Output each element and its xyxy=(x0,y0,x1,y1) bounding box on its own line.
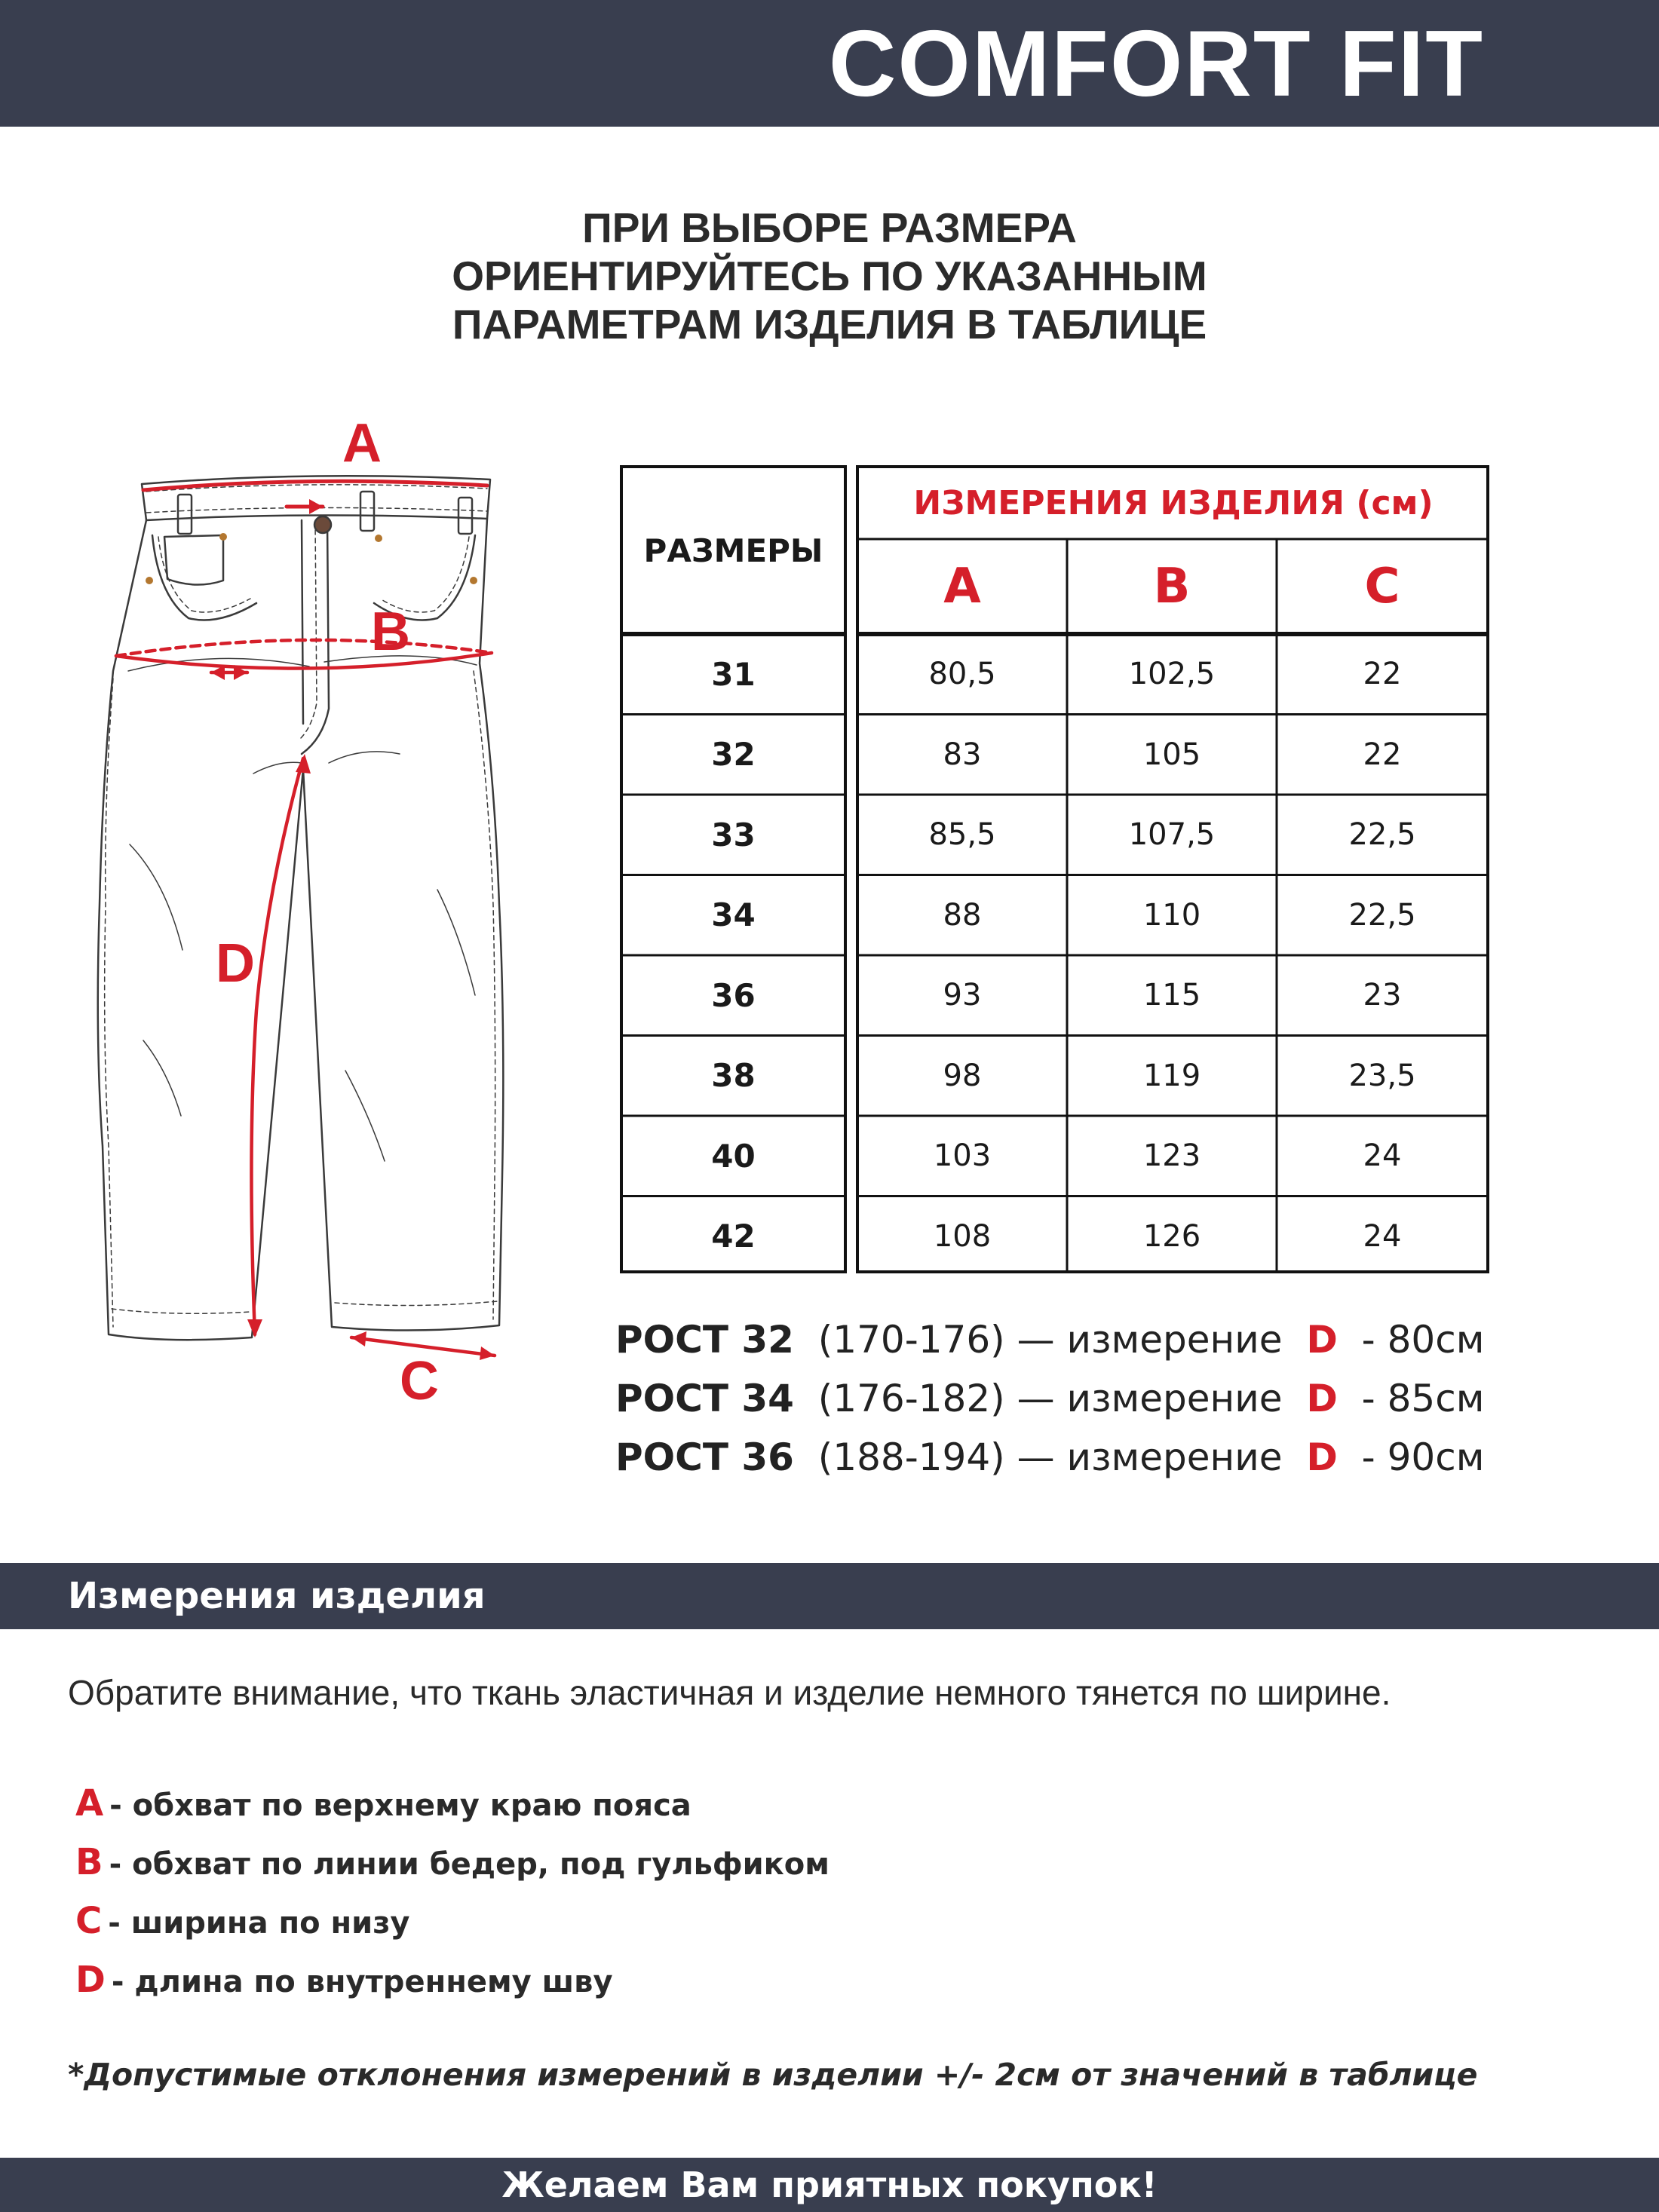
height-note xyxy=(615,1369,1596,1428)
legend-letter: B xyxy=(75,1841,103,1883)
headline xyxy=(226,204,1433,348)
height-range: (176-182) — измерение xyxy=(817,1377,1283,1420)
headline-line-3: ПАРАМЕТРАМ ИЗДЕЛИЯ В ТАБЛИЦЕ xyxy=(452,301,1207,348)
value-a-cell: 88 xyxy=(943,897,982,933)
banner-title: COMFORT FIT xyxy=(828,12,1484,116)
sizes-header: РАЗМЕРЫ xyxy=(643,532,823,569)
top-banner xyxy=(0,0,1659,127)
legend-item xyxy=(75,1774,830,1833)
size-cell: 42 xyxy=(711,1218,756,1255)
section-bar xyxy=(0,1563,1659,1629)
value-c-cell: 23 xyxy=(1363,978,1402,1013)
value-b-cell: 102,5 xyxy=(1128,657,1216,692)
measure-d-arrow-bottom xyxy=(247,1319,262,1337)
measure-c-arrow-left xyxy=(351,1331,366,1347)
value-b-cell: 119 xyxy=(1142,1058,1201,1093)
height-letter: D xyxy=(1306,1435,1338,1479)
height-range: (170-176) — измерение xyxy=(817,1318,1283,1362)
legend-letter: C xyxy=(75,1900,103,1942)
size-cell: 38 xyxy=(711,1057,756,1095)
value-a-cell: 83 xyxy=(943,737,982,772)
headline-line-2: ОРИЕНТИРУЙТЕСЬ ПО УКАЗАННЫМ xyxy=(452,253,1207,299)
headline-line-1: ПРИ ВЫБОРЕ РАЗМЕРА xyxy=(582,204,1077,251)
value-c-cell: 22 xyxy=(1363,737,1402,772)
value-a-cell: 98 xyxy=(943,1058,982,1093)
diagram-label-c: C xyxy=(400,1351,439,1411)
size-cell: 36 xyxy=(711,976,756,1014)
value-a-cell: 108 xyxy=(933,1218,992,1254)
column-header-c: C xyxy=(1364,559,1400,614)
height-value: - 90см xyxy=(1361,1435,1485,1479)
diagram-label-d: D xyxy=(216,933,255,994)
height-letter: D xyxy=(1306,1318,1338,1362)
value-c-cell: 22,5 xyxy=(1348,817,1416,853)
size-cell: 32 xyxy=(711,736,756,774)
height-note xyxy=(615,1310,1596,1369)
height-value: - 85см xyxy=(1361,1377,1485,1420)
height-rost: РОСТ 36 xyxy=(615,1435,794,1479)
legend-text: - ширина по низу xyxy=(108,1906,410,1941)
diagram-label-b: B xyxy=(371,602,410,662)
value-a-cell: 103 xyxy=(933,1138,992,1174)
legend-text: - обхват по верхнему краю пояса xyxy=(109,1788,692,1823)
height-notes xyxy=(615,1310,1596,1487)
column-header-a: A xyxy=(943,559,981,614)
value-b-cell: 107,5 xyxy=(1128,817,1216,853)
measure-a-arrow xyxy=(309,499,323,514)
size-cell: 40 xyxy=(711,1137,756,1175)
value-c-cell: 24 xyxy=(1363,1218,1402,1254)
legend-item xyxy=(75,1950,830,2009)
legend-item xyxy=(75,1833,830,1892)
legend-text: - длина по внутреннему шву xyxy=(111,1965,613,1999)
value-c-cell: 22 xyxy=(1363,657,1402,692)
height-rost: РОСТ 34 xyxy=(615,1377,794,1420)
height-rost: РОСТ 32 xyxy=(615,1318,794,1362)
height-value: - 80см xyxy=(1361,1318,1485,1362)
value-c-cell: 22,5 xyxy=(1348,897,1416,933)
value-b-cell: 123 xyxy=(1142,1138,1201,1174)
measurement-legend xyxy=(75,1774,830,2009)
measurements-header: ИЗМЕРЕНИЯ ИЗДЕЛИЯ (см) xyxy=(913,483,1434,522)
height-range: (188-194) — измерение xyxy=(817,1435,1283,1479)
column-header-b: B xyxy=(1153,559,1191,614)
size-table xyxy=(620,465,1489,1273)
footer-bar xyxy=(0,2158,1659,2212)
value-b-cell: 115 xyxy=(1142,978,1201,1013)
value-b-cell: 126 xyxy=(1142,1218,1201,1254)
section-title: Измерения изделия xyxy=(68,1575,486,1617)
legend-letter: D xyxy=(75,1959,106,2001)
value-a-cell: 80,5 xyxy=(928,657,996,692)
value-a-cell: 93 xyxy=(943,978,982,1013)
jeans-diagram xyxy=(83,422,550,1417)
value-b-cell: 110 xyxy=(1142,897,1201,933)
legend-text: - обхват по линии бедер, под гульфиком xyxy=(109,1847,830,1882)
size-cell: 31 xyxy=(711,655,756,693)
value-a-cell: 85,5 xyxy=(928,817,996,853)
legend-item xyxy=(75,1892,830,1950)
size-cell: 33 xyxy=(711,816,756,853)
size-cell: 34 xyxy=(711,896,756,934)
measure-b-line xyxy=(116,640,492,672)
tolerance-note: *Допустимые отклонения измерений в изделии +/- 2см от значений в таблице xyxy=(68,2057,1478,2093)
value-c-cell: 24 xyxy=(1363,1138,1402,1174)
value-b-cell: 105 xyxy=(1142,737,1201,772)
height-letter: D xyxy=(1306,1377,1338,1420)
footer-text: Желаем Вам приятных покупок! xyxy=(501,2165,1158,2205)
value-c-cell: 23,5 xyxy=(1348,1058,1416,1093)
legend-letter: A xyxy=(75,1782,104,1824)
diagram-label-a: A xyxy=(342,422,382,473)
measure-c-arrow-right xyxy=(480,1347,495,1360)
fabric-notice: Обратите внимание, что ткань эластичная и изделие немного тянется по ширине. xyxy=(68,1673,1391,1712)
height-note xyxy=(615,1428,1596,1487)
jeans-outline xyxy=(98,519,504,1340)
